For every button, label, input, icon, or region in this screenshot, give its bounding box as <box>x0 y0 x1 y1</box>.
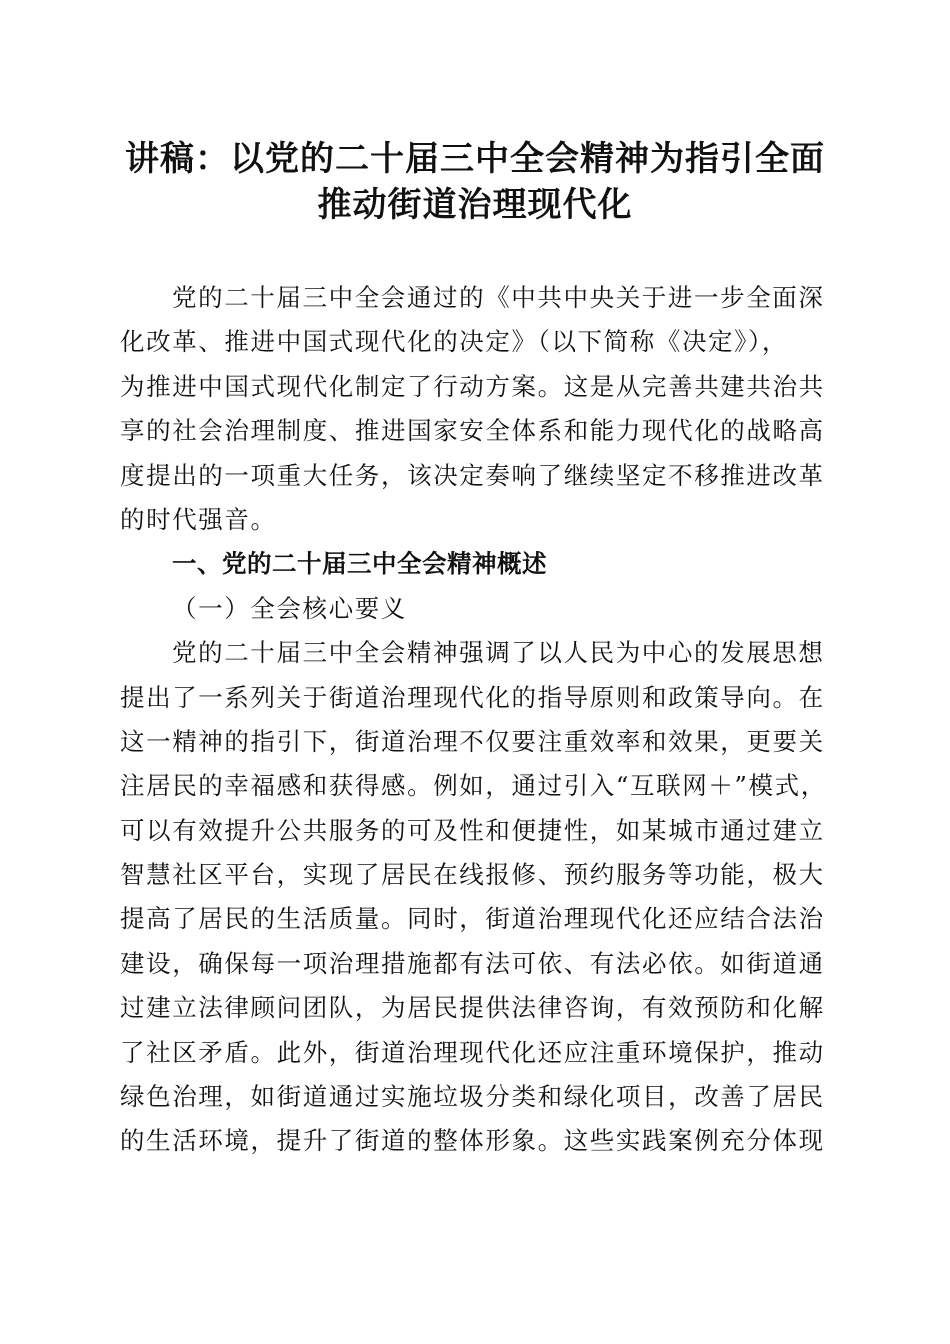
title-line: 推动街道治理现代化 <box>317 185 633 225</box>
text-line: 党的二十届三中全会通过的《中共中央关于进一步全面深 <box>172 283 825 312</box>
title-line: 讲稿：以党的二十届三中全会精神为指引全面 <box>125 139 825 179</box>
text-line: 建设，确保每一项治理措施都有法可依、有法必依。如街道通 <box>120 948 825 978</box>
section-heading: 一、党的二十届三中全会精神概述 <box>172 549 547 579</box>
intro-paragraph <box>120 276 840 542</box>
document-body <box>120 276 840 1164</box>
section-paragraph <box>120 631 840 1164</box>
text-line: 注居民的幸福感和获得感。例如，通过引入“互联网＋”模式， <box>120 771 827 801</box>
text-line: 绿色治理，如街道通过实施垃圾分类和绿化项目，改善了居民 <box>120 1082 825 1112</box>
text-line: 化改革、推进中国式现代化的决定》（以下简称《决定》）， <box>120 327 788 357</box>
text-line: 这一精神的指引下，街道治理不仅要注重效率和效果，更要关 <box>120 726 825 756</box>
subsection-heading: （一）全会核心要义 <box>172 593 407 623</box>
text-line: 的生活环境，提升了街道的整体形象。这些实践案例充分体现 <box>120 1126 825 1156</box>
document-title <box>0 136 950 228</box>
text-line: 党的二十届三中全会精神强调了以人民为中心的发展思想 <box>172 638 825 668</box>
text-line: 提出了一系列关于街道治理现代化的指导原则和政策导向。在 <box>120 682 825 712</box>
text-line: 享的社会治理制度、推进国家安全体系和能力现代化的战略高 <box>120 416 825 446</box>
text-line: 度提出的一项重大任务，该决定奏响了继续坚定不移推进改革 <box>120 460 825 490</box>
text-line: 的时代强音。 <box>120 504 277 534</box>
text-line: 为推进中国式现代化制定了行动方案。这是从完善共建共治共 <box>120 371 825 401</box>
text-line: 智慧社区平台，实现了居民在线报修、预约服务等功能，极大 <box>120 860 825 890</box>
text-line: 了社区矛盾。此外，街道治理现代化还应注重环境保护，推动 <box>120 1037 825 1067</box>
text-line: 提高了居民的生活质量。同时，街道治理现代化还应结合法治 <box>120 904 825 934</box>
text-line: 过建立法律顾问团队，为居民提供法律咨询，有效预防和化解 <box>120 993 825 1023</box>
text-line: 可以有效提升公共服务的可及性和便捷性，如某城市通过建立 <box>120 815 825 845</box>
